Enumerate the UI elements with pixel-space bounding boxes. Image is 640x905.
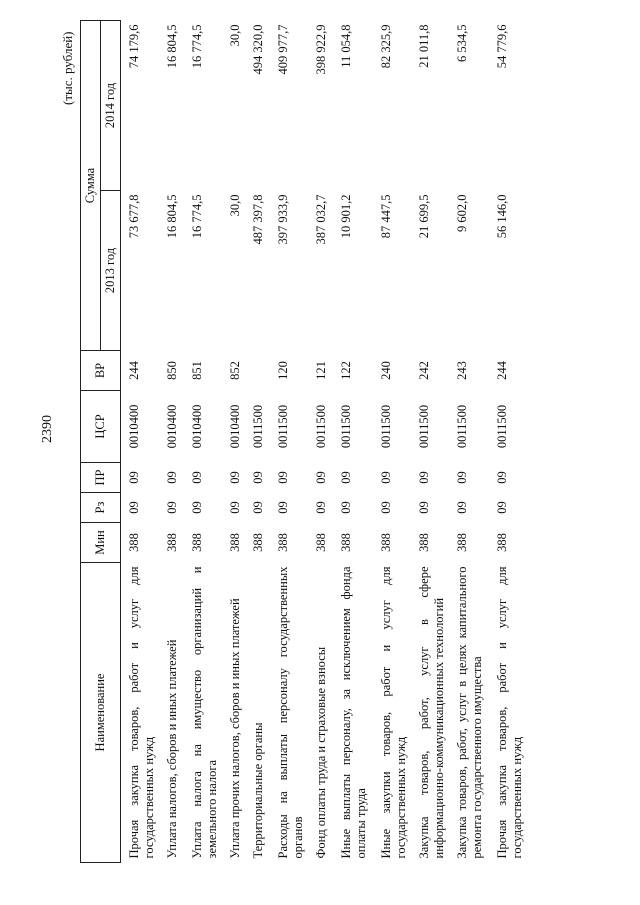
page-number: 2390 — [40, 415, 55, 443]
cell-rz: 09 — [314, 501, 328, 514]
cell-name: Уплата прочих налогов, сборов и иных платежей — [228, 598, 242, 859]
header-rz: Рз — [81, 493, 121, 523]
cell-pr: 09 — [417, 471, 431, 484]
cell-y2013: 73 677,8 — [127, 194, 141, 239]
cell-min: 388 — [417, 533, 431, 552]
cell-pr: 09 — [190, 471, 204, 484]
cell-y2014: 494 320,0 — [251, 24, 265, 75]
cell-min: 388 — [495, 533, 509, 552]
cell-name: Расходы на выплаты персоналу государственных органов — [276, 566, 305, 859]
cell-csr: 0010400 — [127, 404, 141, 449]
units-note: (тыс. рублей) — [60, 31, 75, 105]
cell-pr: 09 — [127, 471, 141, 484]
cell-name: Уплата налогов, сборов и иных платежей — [165, 639, 179, 859]
cell-csr: 0010400 — [165, 404, 179, 449]
cell-rz: 09 — [495, 501, 509, 514]
cell-min: 388 — [251, 533, 265, 552]
cell-min: 388 — [127, 533, 141, 552]
cell-y2014: 11 054,8 — [339, 24, 353, 68]
cell-rz: 09 — [276, 501, 290, 514]
cell-min: 388 — [190, 533, 204, 552]
cell-csr: 0010400 — [190, 404, 204, 449]
cell-csr: 0011500 — [495, 404, 509, 449]
cell-y2014: 74 179,6 — [127, 24, 141, 69]
cell-vr: 122 — [339, 361, 353, 380]
cell-pr: 09 — [314, 471, 328, 484]
cell-csr: 0011500 — [339, 404, 353, 449]
header-2013: 2013 год — [101, 191, 121, 351]
table-row — [245, 21, 268, 863]
cell-rz: 09 — [417, 501, 431, 514]
cell-vr: 243 — [455, 361, 469, 380]
table-row — [449, 21, 487, 863]
table-row — [182, 21, 222, 863]
cell-y2014: 16 804,5 — [165, 24, 179, 69]
cell-name: Иные выплаты персоналу, за исключением фонда оплаты труда — [339, 566, 368, 859]
cell-min: 388 — [314, 533, 328, 552]
table-row — [411, 21, 449, 863]
cell-pr: 09 — [165, 471, 179, 484]
cell-csr: 0011500 — [455, 404, 469, 449]
cell-rz: 09 — [339, 501, 353, 514]
cell-pr: 09 — [339, 471, 353, 484]
cell-rz: 09 — [251, 501, 265, 514]
cell-rz: 09 — [127, 501, 141, 514]
cell-name: Фонд оплаты труда и страховые взносы — [314, 646, 328, 859]
cell-pr: 09 — [495, 471, 509, 484]
cell-y2014: 16 774,5 — [190, 24, 204, 69]
cell-y2013: 87 447,5 — [379, 194, 393, 239]
header-name: Наименование — [81, 563, 121, 863]
cell-vr: 851 — [190, 361, 204, 380]
cell-csr: 0011500 — [379, 404, 393, 449]
cell-vr: 120 — [276, 361, 290, 380]
table-header — [81, 21, 121, 863]
cell-min: 388 — [379, 533, 393, 552]
table-row — [308, 21, 331, 863]
cell-y2014: 6 534,5 — [455, 24, 469, 62]
header-sum: Сумма — [81, 21, 101, 351]
cell-vr: 852 — [228, 361, 242, 380]
cell-pr: 09 — [251, 471, 265, 484]
cell-y2013: 16 774,5 — [190, 194, 204, 239]
cell-vr: 244 — [495, 361, 509, 380]
cell-pr: 09 — [379, 471, 393, 484]
cell-y2013: 30,0 — [228, 194, 242, 217]
table-row — [121, 21, 160, 863]
cell-name: Прочая закупка товаров, работ и услуг для государственных нужд — [495, 566, 524, 859]
cell-vr: 242 — [417, 361, 431, 380]
table-row — [268, 21, 308, 863]
cell-name: Уплата налога на имущество организаций и земельного налога — [190, 566, 219, 859]
cell-pr: 09 — [455, 471, 469, 484]
cell-csr: 0011500 — [276, 404, 290, 449]
cell-csr: 0010400 — [228, 404, 242, 449]
cell-y2013: 56 146,0 — [495, 194, 509, 239]
cell-rz: 09 — [165, 501, 179, 514]
cell-y2014: 409 977,7 — [276, 24, 290, 75]
table-row — [222, 21, 245, 863]
cell-y2013: 387 032,7 — [314, 194, 328, 245]
cell-pr: 09 — [228, 471, 242, 484]
cell-min: 388 — [339, 533, 353, 552]
cell-min: 388 — [228, 533, 242, 552]
cell-vr — [245, 351, 268, 391]
cell-y2014: 54 779,6 — [495, 24, 509, 69]
cell-vr: 240 — [379, 361, 393, 380]
table-row — [487, 21, 527, 863]
cell-pr: 09 — [276, 471, 290, 484]
table-body — [121, 21, 528, 863]
header-vr: ВР — [81, 351, 121, 391]
cell-csr: 0011500 — [314, 404, 328, 449]
cell-y2013: 16 804,5 — [165, 194, 179, 239]
header-2014: 2014 год — [101, 21, 121, 191]
cell-name: Территориальные органы — [251, 722, 265, 859]
cell-y2013: 9 602,0 — [455, 194, 469, 232]
cell-name: Закупка товаров, работ, услуг в целях капитального ремонта государственного имущества — [455, 566, 484, 859]
cell-rz: 09 — [379, 501, 393, 514]
cell-y2014: 30,0 — [228, 24, 242, 47]
cell-y2014: 398 922,9 — [314, 24, 328, 75]
cell-csr: 0011500 — [251, 404, 265, 449]
cell-min: 388 — [165, 533, 179, 552]
cell-rz: 09 — [190, 501, 204, 514]
cell-vr: 850 — [165, 361, 179, 380]
cell-y2013: 487 397,8 — [251, 194, 265, 245]
cell-y2013: 10 901,2 — [339, 194, 353, 239]
table-row — [159, 21, 182, 863]
cell-rz: 09 — [455, 501, 469, 514]
cell-min: 388 — [455, 533, 469, 552]
cell-y2014: 82 325,9 — [379, 24, 393, 69]
table-row — [371, 21, 411, 863]
header-csr: ЦСР — [81, 391, 121, 463]
header-min: Мин — [81, 523, 121, 563]
cell-csr: 0011500 — [417, 404, 431, 449]
cell-y2014: 21 011,8 — [417, 24, 431, 68]
cell-y2013: 21 699,5 — [417, 194, 431, 239]
cell-name: Иные закупки товаров, работ и услуг для государственных нужд — [379, 566, 408, 859]
budget-table — [80, 20, 527, 863]
header-pr: ПР — [81, 463, 121, 493]
cell-vr: 244 — [127, 361, 141, 380]
table-row — [331, 21, 371, 863]
cell-name: Прочая закупка товаров, работ и услуг для государственных нужд — [127, 566, 156, 859]
cell-vr: 121 — [314, 361, 328, 380]
cell-name: Закупка товаров, работ, услуг в сфере информационно-коммуникационных технологий — [417, 566, 446, 859]
cell-min: 388 — [276, 533, 290, 552]
cell-rz: 09 — [228, 501, 242, 514]
cell-y2013: 397 933,9 — [276, 194, 290, 245]
